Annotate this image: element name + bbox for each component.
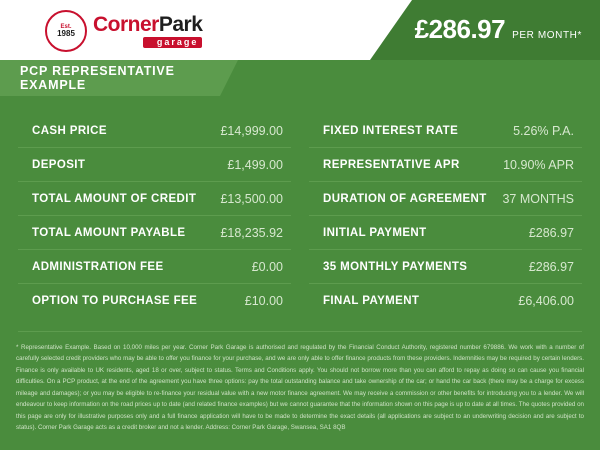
finance-columns — [18, 114, 582, 317]
row-value: £6,406.00 — [518, 293, 574, 308]
row-label: TOTAL AMOUNT PAYABLE — [32, 226, 186, 239]
row-value: £18,235.92 — [220, 225, 283, 240]
table-row — [309, 250, 582, 284]
row-value: 37 MONTHS — [502, 191, 574, 206]
finance-column-left — [18, 114, 291, 317]
row-value: £13,500.00 — [220, 191, 283, 206]
table-row — [309, 148, 582, 182]
table-row — [18, 284, 291, 317]
est-label: Est. — [60, 23, 72, 30]
page-header — [0, 0, 600, 60]
brand-name — [93, 14, 202, 35]
row-value: 10.90% APR — [503, 157, 574, 172]
monthly-price — [415, 14, 582, 45]
finance-details-panel — [0, 96, 600, 317]
table-row — [309, 216, 582, 250]
brand-name-part1: Corner — [93, 13, 159, 36]
row-label: TOTAL AMOUNT OF CREDIT — [32, 192, 197, 205]
row-value: £14,999.00 — [220, 123, 283, 138]
est-year: 1985 — [57, 28, 75, 38]
row-label: INITIAL PAYMENT — [323, 226, 427, 239]
table-row — [309, 182, 582, 216]
finance-column-right — [291, 114, 582, 317]
table-row — [18, 114, 291, 148]
footer-divider — [18, 331, 582, 332]
row-label: 35 MONTHLY PAYMENTS — [323, 260, 468, 273]
brand-wordmark — [93, 14, 202, 48]
row-label: REPRESENTATIVE APR — [323, 158, 460, 171]
row-value: £286.97 — [528, 225, 574, 240]
row-label: FINAL PAYMENT — [323, 294, 420, 307]
brand-logo — [45, 10, 202, 52]
row-value: £1,499.00 — [227, 157, 283, 172]
row-value: 5.26% P.A. — [513, 123, 574, 138]
table-row — [18, 250, 291, 284]
row-value: £0.00 — [251, 259, 283, 274]
table-row — [18, 216, 291, 250]
section-title-bar — [0, 60, 220, 96]
row-label: DEPOSIT — [32, 158, 86, 171]
disclaimer-text: * Representative Example. Based on 10,000 miles per year. Corner Park Garage is authorised and regulated by the Financial Conduct Authority, registered number 679886. We work with a number of carefully selected credit providers who may be able to offer you finance for your purchase, and we are only able to offer finance products from these providers. Indemnities may be required by certain lenders. Finance is only available to UK residents, aged 18 or over, subject to status. Terms and Conditions apply. You should not borrow more than you can afford to repay as doing so can cause you financial difficulties. On a PCP product, at the end of the agreement you have three options: pay the total outstanding balance and take ownership of the car; or hand the car back (there may be a charge for excess mileage and damages); or you may be eligible to re-finance your residual value with a new motor finance agreement. We may receive a commission or other benefits for introducing you to a lender. We will endeavour to keep information on the road prices up to date (and related finance examples) but we cannot guarantee that the information shown on this page is up to date at all times. The quotes provided on this page are only for illustrative purposes only and a full finance application will have to be made to determine the exact details (all applications are subject to an underwriting decision and are subject to status). Corner Park Garage acts as a credit broker and not a lender. Address: Corner Park Garage, Swansea, SA1 8QB — [16, 344, 584, 432]
table-row — [309, 284, 582, 317]
row-value: £286.97 — [528, 259, 574, 274]
row-label: CASH PRICE — [32, 124, 107, 137]
row-label: DURATION OF AGREEMENT — [323, 192, 487, 205]
brand-name-part2: Park — [158, 13, 203, 36]
row-label: ADMINISTRATION FEE — [32, 260, 164, 273]
table-row — [18, 182, 291, 216]
page-title: PCP REPRESENTATIVE EXAMPLE — [20, 64, 175, 92]
price-amount: £286.97 — [414, 14, 506, 44]
row-label: FIXED INTEREST RATE — [323, 124, 459, 137]
price-suffix: PER MONTH* — [512, 30, 582, 41]
est-badge — [45, 10, 87, 52]
row-value: £10.00 — [244, 293, 283, 308]
brand-subname: garage — [143, 37, 203, 48]
row-label: OPTION TO PURCHASE FEE — [32, 294, 198, 307]
table-row — [18, 148, 291, 182]
table-row — [309, 114, 582, 148]
